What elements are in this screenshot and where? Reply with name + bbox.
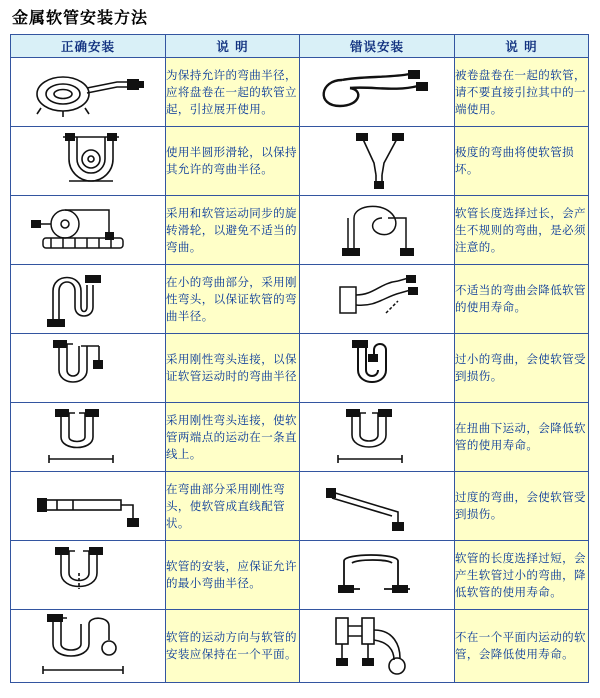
table-row [11,610,589,683]
header-wrong-install: 错误安装 [300,35,455,58]
half-round-pulley-icon [11,127,166,196]
description-text: 不在一个平面内运动的软管，会降低使用寿命。 [455,610,589,683]
table-row [11,334,589,403]
long-loop-hose-icon [300,196,455,265]
too-long-hose-icon [300,541,455,610]
out-of-plane-movement-icon [300,610,455,683]
table-row [11,127,589,196]
description-text: 在小的弯曲部分，采用刚性弯头，以保证软管的弯曲半径。 [166,265,300,334]
description-text: 采用和软管运动同步的旋转滑轮，以避免不适当的弯曲。 [166,196,300,265]
description-text: 软管的运动方向与软管的安装应保持在一个平面。 [166,610,300,683]
description-text: 在扭曲下运动，会降低软管的使用寿命。 [455,403,589,472]
u-bend-straight-line-icon [11,403,166,472]
twisted-u-bend-icon [300,403,455,472]
coiled-hose-upright-icon [11,58,166,127]
description-text: 软管的长度选择过短，会产生软管过小的弯曲，降低软管的使用寿命。 [455,541,589,610]
page-title: 金属软管安装方法 [12,8,149,27]
table-row [11,472,589,541]
table-row [11,58,589,127]
improper-bend-icon [300,265,455,334]
header-correct-desc: 说 明 [166,35,300,58]
min-bend-radius-icon [11,541,166,610]
description-text: 软管长度选择过长，会产生不规则的弯曲，是必须注意的。 [455,196,589,265]
table-row [11,265,589,334]
coiled-hose-pulled-icon [300,58,455,127]
description-text: 极度的弯曲将使软管损坏。 [455,127,589,196]
sharp-bend-hose-icon [300,127,455,196]
rigid-elbow-small-bend-icon [11,265,166,334]
rotating-pulley-chain-icon [11,196,166,265]
description-text: 软管的安装，应保证允许的最小弯曲半径。 [166,541,300,610]
description-text: 采用刚性弯头连接，以保证软管运动时的弯曲半径 [166,334,300,403]
rigid-elbow-connection-icon [11,334,166,403]
table-row [11,541,589,610]
description-text: 为保持允许的弯曲半径，应将盘卷在一起的软管立起，引拉展开使用。 [166,58,300,127]
header-correct-install: 正确安装 [11,35,166,58]
hose-installation-table [10,34,589,683]
header-wrong-desc: 说 明 [455,35,589,58]
too-small-bend-icon [300,334,455,403]
description-text: 采用刚性弯头连接，使软管两端点的运动在一条直线上。 [166,403,300,472]
description-text: 过度的弯曲，会使软管受到损伤。 [455,472,589,541]
straight-piping-elbow-icon [11,472,166,541]
description-text: 被卷盘卷在一起的软管，请不要直接引拉其中的一端使用。 [455,58,589,127]
same-plane-movement-icon [11,610,166,683]
excessive-bend-icon [300,472,455,541]
description-text: 使用半圆形滑轮，以保持其允许的弯曲半径。 [166,127,300,196]
description-text: 不适当的弯曲会降低软管的使用寿命。 [455,265,589,334]
description-text: 在弯曲部分采用刚性弯头，使软管成直线配管状。 [166,472,300,541]
description-text: 过小的弯曲，会使软管受到损伤。 [455,334,589,403]
table-row [11,196,589,265]
table-header-row [11,35,589,58]
table-row [11,403,589,472]
